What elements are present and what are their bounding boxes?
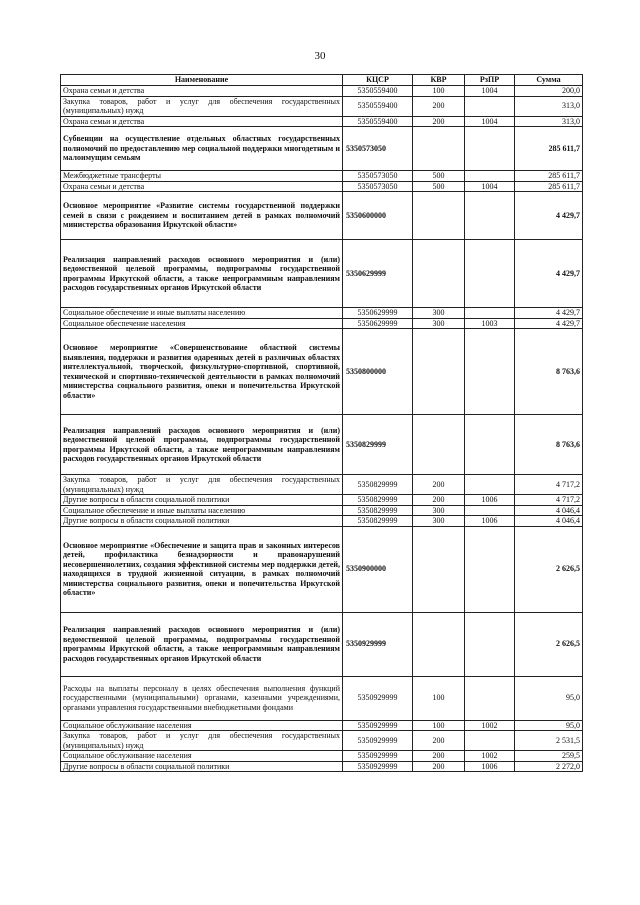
table-row bbox=[61, 308, 583, 319]
cell-kvr bbox=[413, 612, 465, 676]
header-sum: Сумма bbox=[515, 75, 583, 86]
cell-rzpr bbox=[465, 171, 515, 182]
cell-code: 5350929999 bbox=[343, 612, 413, 676]
cell-rzpr bbox=[465, 192, 515, 240]
cell-rzpr: 1006 bbox=[465, 495, 515, 506]
cell-name: Другие вопросы в области социальной политики bbox=[61, 516, 343, 527]
cell-kvr: 200 bbox=[413, 761, 465, 772]
table-row bbox=[61, 731, 583, 751]
table-row bbox=[61, 127, 583, 171]
cell-rzpr bbox=[465, 612, 515, 676]
cell-kvr: 200 bbox=[413, 475, 465, 495]
cell-code: 5350829999 bbox=[343, 495, 413, 506]
cell-sum: 285 611,7 bbox=[515, 181, 583, 192]
header-rzpr: РзПР bbox=[465, 75, 515, 86]
cell-name: Расходы на выплаты персоналу в целях обеспечения выполнения функций государственными (муниципальными) органами, казенными учреждениями, органами управления государственными внебюджетными фондами bbox=[61, 676, 343, 720]
cell-kvr: 300 bbox=[413, 505, 465, 516]
cell-name: Другие вопросы в области социальной политики bbox=[61, 761, 343, 772]
cell-sum: 285 611,7 bbox=[515, 171, 583, 182]
cell-kvr bbox=[413, 329, 465, 415]
cell-code: 5350573050 bbox=[343, 127, 413, 171]
cell-rzpr bbox=[465, 240, 515, 308]
cell-code: 5350629999 bbox=[343, 308, 413, 319]
cell-name: Социальное обеспечение и иные выплаты населению bbox=[61, 308, 343, 319]
cell-sum: 8 763,6 bbox=[515, 329, 583, 415]
cell-code: 5350573050 bbox=[343, 181, 413, 192]
cell-kvr: 100 bbox=[413, 720, 465, 731]
page-number: 30 bbox=[314, 50, 326, 62]
table-row bbox=[61, 720, 583, 731]
cell-rzpr: 1006 bbox=[465, 516, 515, 527]
cell-kvr: 200 bbox=[413, 731, 465, 751]
cell-sum: 2 626,5 bbox=[515, 612, 583, 676]
cell-code: 5350900000 bbox=[343, 526, 413, 612]
cell-name: Закупка товаров, работ и услуг для обеспечения государственных (муниципальных) нужд bbox=[61, 475, 343, 495]
cell-sum: 4 429,7 bbox=[515, 318, 583, 329]
table-row bbox=[61, 240, 583, 308]
cell-kvr bbox=[413, 192, 465, 240]
cell-code: 5350573050 bbox=[343, 171, 413, 182]
cell-code: 5350629999 bbox=[343, 318, 413, 329]
cell-kvr bbox=[413, 127, 465, 171]
cell-name: Социальное обслуживание населения bbox=[61, 751, 343, 762]
cell-sum: 200,0 bbox=[515, 86, 583, 97]
cell-code: 5350929999 bbox=[343, 761, 413, 772]
cell-code: 5350929999 bbox=[343, 751, 413, 762]
cell-sum: 4 429,7 bbox=[515, 308, 583, 319]
cell-sum: 95,0 bbox=[515, 720, 583, 731]
cell-kvr bbox=[413, 415, 465, 475]
table-header-row bbox=[61, 75, 583, 86]
cell-rzpr: 1002 bbox=[465, 751, 515, 762]
cell-name: Охрана семьи и детства bbox=[61, 181, 343, 192]
cell-kvr: 500 bbox=[413, 181, 465, 192]
table-row bbox=[61, 676, 583, 720]
cell-name: Основное мероприятие «Развитие системы государственной поддержки семей в связи с рождением и воспитанием детей в рамках полномочий министерства образования Иркутской области» bbox=[61, 192, 343, 240]
cell-name: Социальное обслуживание населения bbox=[61, 720, 343, 731]
table-row bbox=[61, 192, 583, 240]
cell-sum: 4 046,4 bbox=[515, 505, 583, 516]
cell-rzpr bbox=[465, 127, 515, 171]
cell-name: Реализация направлений расходов основного мероприятия и (или) ведомственной целевой программы, подпрограммы государственной программы Иркутской области, а также непрограммным направлениям расходов государственных органов Иркутской области bbox=[61, 240, 343, 308]
cell-sum: 313,0 bbox=[515, 96, 583, 116]
cell-kvr: 300 bbox=[413, 318, 465, 329]
table-row bbox=[61, 612, 583, 676]
cell-rzpr bbox=[465, 415, 515, 475]
table-row bbox=[61, 751, 583, 762]
table-row bbox=[61, 116, 583, 127]
cell-name: Другие вопросы в области социальной политики bbox=[61, 495, 343, 506]
cell-kvr: 100 bbox=[413, 676, 465, 720]
cell-name: Межбюджетные трансферты bbox=[61, 171, 343, 182]
cell-sum: 2 531,5 bbox=[515, 731, 583, 751]
cell-sum: 4 429,7 bbox=[515, 240, 583, 308]
cell-rzpr: 1004 bbox=[465, 86, 515, 97]
cell-name: Основное мероприятие «Обеспечение и защита прав и законных интересов детей, профилактика безнадзорности и правонарушений несовершеннолетних, создания эффективной системы мер поддержки детей, находящихся в трудной жизненной ситуации, в рамках полномочий министерства социального развития, опеки и попечительства Иркутской области» bbox=[61, 526, 343, 612]
cell-sum: 95,0 bbox=[515, 676, 583, 720]
cell-rzpr: 1004 bbox=[465, 116, 515, 127]
table-row bbox=[61, 495, 583, 506]
cell-sum: 285 611,7 bbox=[515, 127, 583, 171]
cell-name: Реализация направлений расходов основного мероприятия и (или) ведомственной целевой программы, подпрограммы государственной программы Иркутской области, а также непрограммным направлениям расходов государственных органов Иркутской области bbox=[61, 415, 343, 475]
cell-sum: 8 763,6 bbox=[515, 415, 583, 475]
cell-sum: 4 046,4 bbox=[515, 516, 583, 527]
cell-kvr: 100 bbox=[413, 86, 465, 97]
cell-name: Закупка товаров, работ и услуг для обеспечения государственных (муниципальных) нужд bbox=[61, 731, 343, 751]
table-row bbox=[61, 329, 583, 415]
table-row bbox=[61, 505, 583, 516]
cell-kvr: 300 bbox=[413, 516, 465, 527]
cell-code: 5350559400 bbox=[343, 116, 413, 127]
cell-rzpr bbox=[465, 475, 515, 495]
cell-rzpr bbox=[465, 505, 515, 516]
cell-kvr bbox=[413, 526, 465, 612]
cell-sum: 4 429,7 bbox=[515, 192, 583, 240]
cell-rzpr: 1004 bbox=[465, 181, 515, 192]
cell-name: Социальное обеспечение населения bbox=[61, 318, 343, 329]
cell-name: Социальное обеспечение и иные выплаты населению bbox=[61, 505, 343, 516]
header-kcsr: КЦСР bbox=[343, 75, 413, 86]
cell-name: Реализация направлений расходов основного мероприятия и (или) ведомственной целевой программы, подпрограммы государственной программы Иркутской области, а также непрограммным направлениям расходов государственных органов Иркутской области bbox=[61, 612, 343, 676]
cell-kvr: 500 bbox=[413, 171, 465, 182]
cell-kvr: 200 bbox=[413, 96, 465, 116]
header-kvr: КВР bbox=[413, 75, 465, 86]
cell-code: 5350829999 bbox=[343, 516, 413, 527]
cell-code: 5350929999 bbox=[343, 720, 413, 731]
table-row bbox=[61, 526, 583, 612]
cell-code: 5350559400 bbox=[343, 96, 413, 116]
cell-kvr: 200 bbox=[413, 751, 465, 762]
table-row bbox=[61, 415, 583, 475]
table-row bbox=[61, 96, 583, 116]
cell-sum: 4 717,2 bbox=[515, 495, 583, 506]
cell-code: 5350829999 bbox=[343, 415, 413, 475]
cell-rzpr bbox=[465, 676, 515, 720]
table-row bbox=[61, 516, 583, 527]
cell-sum: 313,0 bbox=[515, 116, 583, 127]
table-row bbox=[61, 318, 583, 329]
cell-kvr: 300 bbox=[413, 308, 465, 319]
cell-rzpr bbox=[465, 96, 515, 116]
cell-name: Основное мероприятие «Совершенствование областной системы выявления, поддержки и развития одаренных детей в различных областях интеллектуальной, творческой, физкультурно-спортивной, спортивной, технической и спортивно-технической деятельности в рамках полномочий министерства социального развития, опеки и попечительства Иркутской области» bbox=[61, 329, 343, 415]
cell-rzpr bbox=[465, 329, 515, 415]
cell-name: Охрана семьи и детства bbox=[61, 86, 343, 97]
cell-kvr: 200 bbox=[413, 116, 465, 127]
cell-name: Охрана семьи и детства bbox=[61, 116, 343, 127]
cell-sum: 259,5 bbox=[515, 751, 583, 762]
cell-rzpr bbox=[465, 731, 515, 751]
cell-sum: 2 272,0 bbox=[515, 761, 583, 772]
cell-rzpr bbox=[465, 308, 515, 319]
cell-rzpr: 1003 bbox=[465, 318, 515, 329]
cell-name: Закупка товаров, работ и услуг для обеспечения государственных (муниципальных) нужд bbox=[61, 96, 343, 116]
cell-code: 5350829999 bbox=[343, 505, 413, 516]
cell-kvr: 200 bbox=[413, 495, 465, 506]
cell-rzpr: 1002 bbox=[465, 720, 515, 731]
cell-name: Субвенции на осуществление отдельных областных государственных полномочий по предоставлению мер социальной поддержки многодетным и малоимущим семьям bbox=[61, 127, 343, 171]
cell-code: 5350829999 bbox=[343, 475, 413, 495]
cell-kvr bbox=[413, 240, 465, 308]
cell-rzpr: 1006 bbox=[465, 761, 515, 772]
cell-code: 5350559400 bbox=[343, 86, 413, 97]
table-body bbox=[61, 86, 583, 772]
cell-code: 5350600000 bbox=[343, 192, 413, 240]
cell-code: 5350929999 bbox=[343, 676, 413, 720]
table-row bbox=[61, 181, 583, 192]
cell-code: 5350929999 bbox=[343, 731, 413, 751]
table-row bbox=[61, 475, 583, 495]
cell-code: 5350800000 bbox=[343, 329, 413, 415]
cell-sum: 4 717,2 bbox=[515, 475, 583, 495]
table-row bbox=[61, 761, 583, 772]
table-row bbox=[61, 86, 583, 97]
header-name: Наименование bbox=[61, 75, 343, 86]
cell-rzpr bbox=[465, 526, 515, 612]
cell-code: 5350629999 bbox=[343, 240, 413, 308]
budget-table bbox=[60, 74, 583, 772]
table-row bbox=[61, 171, 583, 182]
cell-sum: 2 626,5 bbox=[515, 526, 583, 612]
